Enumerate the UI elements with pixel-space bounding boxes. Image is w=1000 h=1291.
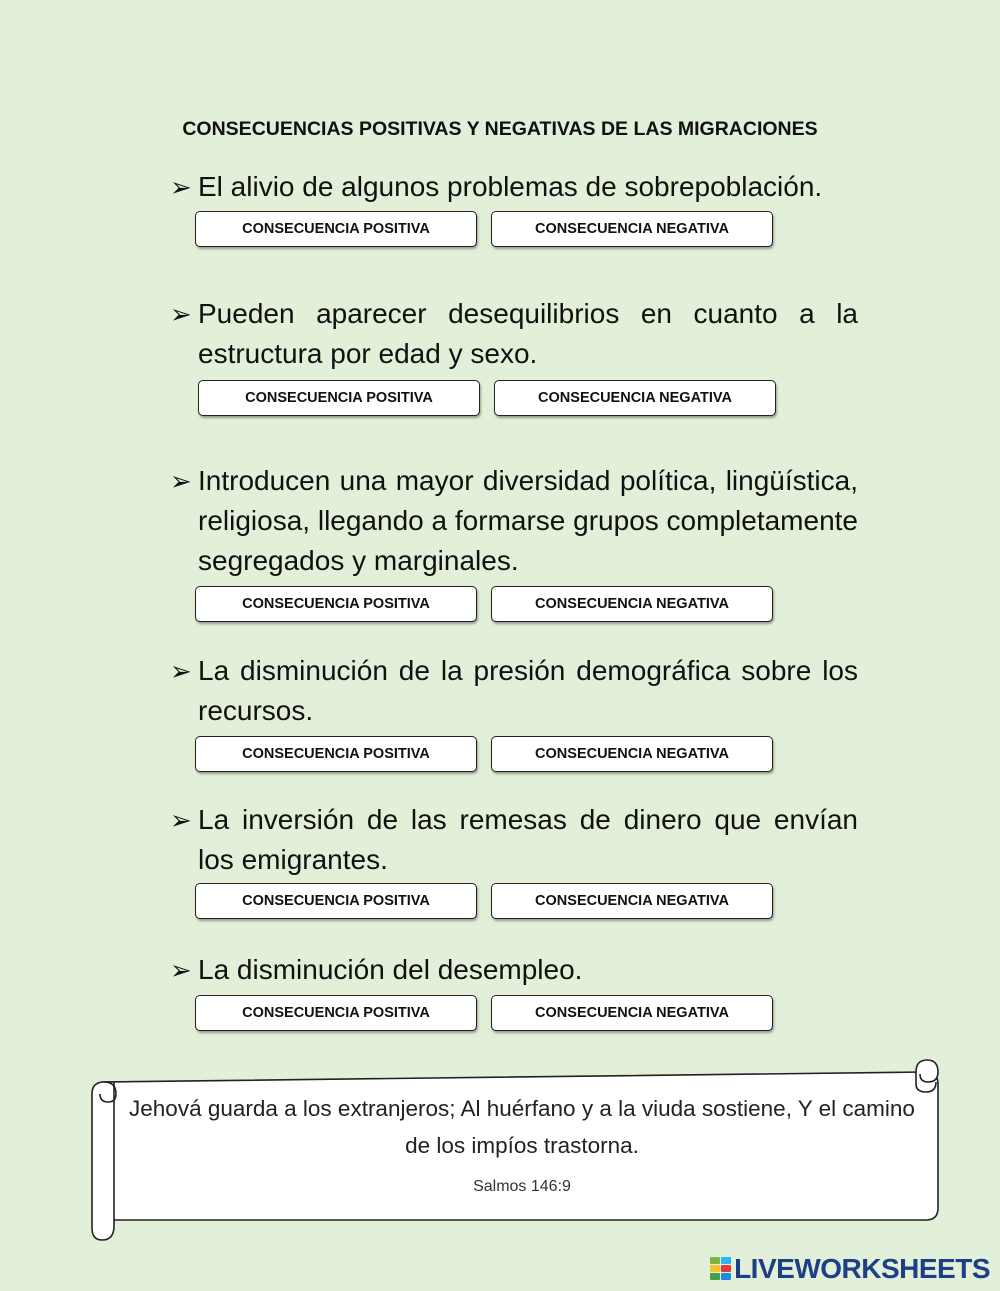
negative-consequence-button[interactable]: CONSECUENCIA NEGATIVA xyxy=(491,736,773,772)
negative-consequence-button[interactable]: CONSECUENCIA NEGATIVA xyxy=(491,211,773,247)
statement-5 xyxy=(170,800,858,880)
negative-consequence-button[interactable]: CONSECUENCIA NEGATIVA xyxy=(494,380,776,416)
brand-logo xyxy=(710,1253,990,1285)
positive-consequence-button[interactable]: CONSECUENCIA POSITIVA xyxy=(195,736,477,772)
arrow-bullet-icon: ➢ xyxy=(170,805,192,835)
bible-verse: Jehová guarda a los extranjeros; Al huérfano y a la viuda sostiene, Y el camino de los impíos trastorna. xyxy=(129,1096,915,1158)
liveworksheets-logo-icon xyxy=(710,1257,732,1281)
statement-4 xyxy=(170,651,858,731)
statement-3 xyxy=(170,461,858,581)
statement-6 xyxy=(170,950,858,990)
answer-options-3 xyxy=(0,586,1000,624)
statement-2 xyxy=(170,294,858,374)
positive-consequence-button[interactable]: CONSECUENCIA POSITIVA xyxy=(195,586,477,622)
answer-options-2 xyxy=(0,380,1000,418)
statement-1 xyxy=(170,167,858,207)
answer-options-4 xyxy=(0,736,1000,774)
positive-consequence-button[interactable]: CONSECUENCIA POSITIVA xyxy=(195,995,477,1031)
arrow-bullet-icon: ➢ xyxy=(170,656,192,686)
negative-consequence-button[interactable]: CONSECUENCIA NEGATIVA xyxy=(491,586,773,622)
answer-options-1 xyxy=(0,211,1000,249)
statement-text: Introducen una mayor diversidad política, lingüística, religiosa, llegando a formarse grupos completamente segregados y marginales. xyxy=(198,465,858,576)
statement-text: El alivio de algunos problemas de sobrepoblación. xyxy=(198,171,823,202)
positive-consequence-button[interactable]: CONSECUENCIA POSITIVA xyxy=(195,211,477,247)
statement-text: La disminución del desempleo. xyxy=(198,954,583,985)
answer-options-6 xyxy=(0,995,1000,1033)
arrow-bullet-icon: ➢ xyxy=(170,955,192,985)
arrow-bullet-icon: ➢ xyxy=(170,466,192,496)
answer-options-5 xyxy=(0,883,1000,921)
positive-consequence-button[interactable]: CONSECUENCIA POSITIVA xyxy=(198,380,480,416)
statement-text: Pueden aparecer desequilibrios en cuanto a la estructura por edad y sexo. xyxy=(198,298,858,369)
arrow-bullet-icon: ➢ xyxy=(170,299,192,329)
page-title: CONSECUENCIAS POSITIVAS Y NEGATIVAS DE LAS MIGRACIONES xyxy=(182,118,818,140)
negative-consequence-button[interactable]: CONSECUENCIA NEGATIVA xyxy=(491,883,773,919)
verse-reference: Salmos 146:9 xyxy=(473,1178,571,1195)
negative-consequence-button[interactable]: CONSECUENCIA NEGATIVA xyxy=(491,995,773,1031)
positive-consequence-button[interactable]: CONSECUENCIA POSITIVA xyxy=(195,883,477,919)
arrow-bullet-icon: ➢ xyxy=(170,172,192,202)
brand-name: LIVEWORKSHEETS xyxy=(734,1253,990,1284)
statement-text: La inversión de las remesas de dinero que envían los emigrantes. xyxy=(198,804,858,875)
statement-text: La disminución de la presión demográfica sobre los recursos. xyxy=(198,655,858,726)
